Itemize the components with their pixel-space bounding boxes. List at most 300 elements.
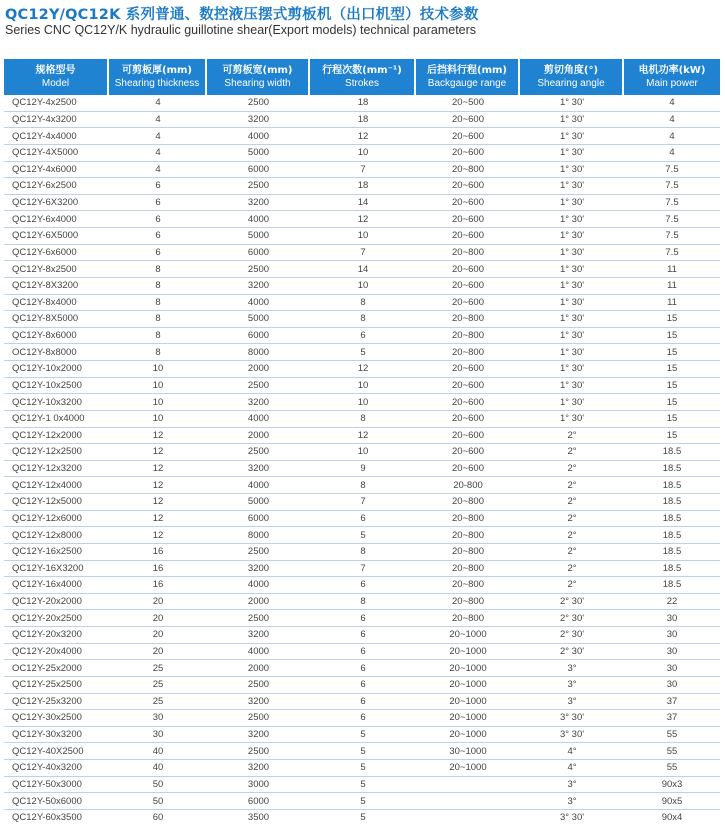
cell-main-power: 18.5 <box>624 511 720 528</box>
cell-shearing-width: 5000 <box>207 311 310 328</box>
cell-shearing-angle: 1° 30ʹ <box>520 311 624 328</box>
cell-strokes: 6 <box>310 660 416 677</box>
cell-backgauge-range: 20~800 <box>416 245 520 262</box>
cell-strokes: 10 <box>310 145 416 162</box>
cell-strokes: 18 <box>310 95 416 112</box>
cell-shearing-width: 4000 <box>207 295 310 312</box>
cell-shearing-width: 2000 <box>207 660 310 677</box>
cell-model: QC12Y-20x2500 <box>4 610 109 627</box>
cell-shearing-thickness: 50 <box>109 777 207 794</box>
cell-shearing-width: 4000 <box>207 477 310 494</box>
cell-main-power: 4 <box>624 145 720 162</box>
table-row <box>4 394 720 411</box>
title-chinese: QC12Y/QC12K 系列普通、数控液压摆式剪板机（出口机型）技术参数 <box>5 7 479 23</box>
cell-shearing-width: 5000 <box>207 228 310 245</box>
cell-model: QC12Y-4x4000 <box>4 128 109 145</box>
cell-shearing-angle: 2° 30ʹ <box>520 610 624 627</box>
table-row <box>4 112 720 129</box>
cell-shearing-width: 6000 <box>207 245 310 262</box>
table-row <box>4 494 720 511</box>
table-row <box>4 760 720 777</box>
cell-strokes: 5 <box>310 527 416 544</box>
table-row <box>4 278 720 295</box>
cell-shearing-thickness: 20 <box>109 610 207 627</box>
cell-backgauge-range: 20~1000 <box>416 627 520 644</box>
cell-main-power: 22 <box>624 594 720 611</box>
cell-main-power: 15 <box>624 328 720 345</box>
table-row <box>4 610 720 627</box>
table-row <box>4 544 720 561</box>
cell-backgauge-range: 20~600 <box>416 112 520 129</box>
cell-shearing-thickness: 12 <box>109 461 207 478</box>
cell-main-power: 90x4 <box>661 812 683 824</box>
header-strokes <box>310 59 416 95</box>
table-row <box>4 577 720 594</box>
cell-shearing-angle: 2° <box>520 577 624 594</box>
cell-shearing-angle: 1° 30ʹ <box>520 394 624 411</box>
cell-shearing-thickness: 12 <box>109 428 207 445</box>
cell-backgauge-range: 20~600 <box>416 428 520 445</box>
cell-strokes: 5 <box>310 760 416 777</box>
cell-shearing-thickness: 25 <box>109 660 207 677</box>
table-row <box>4 810 720 826</box>
cell-model: QC12Y-4x6000 <box>4 162 109 179</box>
cell-backgauge-range: 20~1000 <box>416 710 520 727</box>
cell-main-power: 7.5 <box>624 245 720 262</box>
cell-model: QC12Y-60x3500 <box>12 812 82 824</box>
cell-model: QC12Y-20x4000 <box>4 644 109 661</box>
cell-main-power: 15 <box>624 411 720 428</box>
cell-main-power: 15 <box>624 394 720 411</box>
cell-shearing-width: 2500 <box>207 261 310 278</box>
header-main-power-en: Main power <box>646 78 698 89</box>
cell-model: QC12Y-12x8000 <box>4 527 109 544</box>
cell-shearing-thickness: 8 <box>109 311 207 328</box>
cell-shearing-width: 3500 <box>247 812 270 824</box>
cell-main-power: 7.5 <box>624 195 720 212</box>
cell-shearing-width: 2500 <box>207 743 310 760</box>
cell-model: QC12Y-6X3200 <box>4 195 109 212</box>
cell-main-power: 30 <box>624 660 720 677</box>
cell-model: QC12Y-6x4000 <box>4 211 109 228</box>
table-row <box>4 594 720 611</box>
cell-shearing-angle: 2° <box>520 527 624 544</box>
cell-model: QC12Y-30x3200 <box>4 727 109 744</box>
cell-shearing-thickness: 16 <box>109 561 207 578</box>
cell-backgauge-range <box>416 793 520 810</box>
header-shearing-width-zh: 可剪板宽(mm) <box>222 65 293 76</box>
cell-backgauge-range: 20~800 <box>416 561 520 578</box>
table-row <box>4 311 720 328</box>
cell-strokes: 5 <box>310 777 416 794</box>
cell-shearing-width: 3200 <box>207 112 310 129</box>
cell-backgauge-range: 20~1000 <box>416 644 520 661</box>
table-row <box>4 677 720 694</box>
cell-strokes: 6 <box>310 610 416 627</box>
cell-model: OC12Y-8x8000 <box>4 344 109 361</box>
cell-backgauge-range: 30~1000 <box>416 743 520 760</box>
cell-model: QC12Y-6x6000 <box>4 245 109 262</box>
cell-strokes: 7 <box>310 561 416 578</box>
cell-shearing-angle: 1° 30ʹ <box>520 261 624 278</box>
cell-shearing-width: 6000 <box>207 162 310 179</box>
cell-backgauge-range: 20~600 <box>416 261 520 278</box>
cell-backgauge-range: 20~800 <box>416 311 520 328</box>
header-main-power <box>624 59 720 95</box>
cell-shearing-thickness: 8 <box>109 278 207 295</box>
header-shearing-thickness-en: Shearing thickness <box>114 78 200 89</box>
cell-backgauge-range: 20~600 <box>416 195 520 212</box>
cell-shearing-width: 4000 <box>207 128 310 145</box>
cell-backgauge-range: 20~600 <box>416 361 520 378</box>
cell-main-power: 4 <box>624 128 720 145</box>
cell-shearing-width: 5000 <box>207 494 310 511</box>
table-row <box>4 344 720 361</box>
cell-strokes: 5 <box>310 727 416 744</box>
cell-shearing-angle: 3° 30ʹ <box>559 812 585 824</box>
cell-shearing-angle: 2° <box>520 494 624 511</box>
cell-model: QC12Y-30x2500 <box>4 710 109 727</box>
cell-shearing-width: 2500 <box>207 95 310 112</box>
cell-shearing-width: 4000 <box>207 577 310 594</box>
cell-strokes: 8 <box>310 544 416 561</box>
table-row <box>4 328 720 345</box>
cell-main-power: 55 <box>624 743 720 760</box>
cell-shearing-thickness: 4 <box>109 162 207 179</box>
title-english: Series CNC QC12Y/K hydraulic guillotine shear(Export models) technical parameters <box>5 23 477 37</box>
cell-shearing-width: 3200 <box>207 394 310 411</box>
cell-strokes: 7 <box>310 245 416 262</box>
cell-strokes: 7 <box>310 162 416 179</box>
cell-shearing-thickness: 40 <box>109 743 207 760</box>
cell-model: QC12Y-50x6000 <box>4 793 109 810</box>
cell-strokes: 6 <box>310 710 416 727</box>
cell-shearing-angle: 1° 30ʹ <box>520 178 624 195</box>
cell-main-power: 18.5 <box>624 527 720 544</box>
cell-main-power: 15 <box>624 344 720 361</box>
cell-model: QC12Y-8x2500 <box>4 261 109 278</box>
cell-main-power: 18.5 <box>624 544 720 561</box>
spec-table-body <box>4 95 720 826</box>
cell-strokes: 6 <box>310 644 416 661</box>
cell-model: QC12Y-1 0x4000 <box>4 411 109 428</box>
cell-shearing-width: 6000 <box>207 511 310 528</box>
table-row <box>4 378 720 395</box>
cell-backgauge-range: 20~800 <box>416 511 520 528</box>
table-row <box>4 411 720 428</box>
cell-backgauge-range: 20~1000 <box>416 694 520 711</box>
header-shearing-thickness-zh: 可剪板厚(mm) <box>122 65 192 76</box>
cell-shearing-width: 3200 <box>207 727 310 744</box>
cell-strokes: 7 <box>310 494 416 511</box>
cell-shearing-angle: 1° 30ʹ <box>520 278 624 295</box>
cell-strokes: 14 <box>310 261 416 278</box>
cell-shearing-angle: 2° <box>520 444 624 461</box>
cell-shearing-thickness: 20 <box>109 594 207 611</box>
cell-shearing-thickness: 40 <box>109 760 207 777</box>
cell-backgauge-range: 20~600 <box>416 145 520 162</box>
cell-shearing-angle: 2° <box>520 561 624 578</box>
cell-shearing-thickness: 6 <box>109 245 207 262</box>
cell-shearing-width: 3200 <box>207 461 310 478</box>
cell-main-power: 30 <box>624 677 720 694</box>
cell-strokes: 18 <box>310 112 416 129</box>
cell-shearing-thickness: 10 <box>109 394 207 411</box>
cell-main-power: 55 <box>624 760 720 777</box>
table-row <box>4 178 720 195</box>
cell-shearing-angle: 1° 30ʹ <box>520 228 624 245</box>
cell-model: QC12Y-40x3200 <box>4 760 109 777</box>
cell-shearing-width: 4000 <box>207 211 310 228</box>
cell-shearing-width: 2500 <box>207 378 310 395</box>
cell-backgauge-range: 20~600 <box>416 444 520 461</box>
cell-main-power: 30 <box>624 610 720 627</box>
cell-shearing-thickness: 12 <box>109 494 207 511</box>
cell-main-power: 11 <box>624 261 720 278</box>
cell-strokes: 6 <box>310 677 416 694</box>
spec-table <box>4 59 720 826</box>
cell-backgauge-range: 20~1000 <box>416 677 520 694</box>
cell-shearing-thickness: 30 <box>109 727 207 744</box>
cell-shearing-thickness: 25 <box>109 694 207 711</box>
cell-model: QC12Y-8x4000 <box>4 295 109 312</box>
cell-model: QC12Y-12x2000 <box>4 428 109 445</box>
cell-model: QC12Y-12x6000 <box>4 511 109 528</box>
header-strokes-en: Strokes <box>345 78 379 89</box>
cell-shearing-angle: 1° 30ʹ <box>520 378 624 395</box>
cell-shearing-thickness: 16 <box>109 577 207 594</box>
cell-shearing-angle: 4° <box>520 743 624 760</box>
cell-backgauge-range: 20~800 <box>416 162 520 179</box>
header-backgauge-range-en: Backgauge range <box>427 78 507 89</box>
table-row <box>4 461 720 478</box>
table-row <box>4 710 720 727</box>
header-shearing-width <box>207 59 310 95</box>
cell-main-power: 4 <box>624 95 720 112</box>
cell-main-power: 30 <box>624 644 720 661</box>
cell-model: QC12Y-40X2500 <box>4 743 109 760</box>
cell-shearing-width: 2500 <box>207 710 310 727</box>
cell-shearing-width: 6000 <box>207 328 310 345</box>
cell-backgauge-range <box>416 777 520 794</box>
cell-main-power: 90x3 <box>624 777 720 794</box>
cell-main-power: 37 <box>624 710 720 727</box>
cell-model: QC12Y-8x6000 <box>4 328 109 345</box>
cell-shearing-angle: 1° 30ʹ <box>520 361 624 378</box>
cell-shearing-thickness: 12 <box>109 527 207 544</box>
cell-main-power: 7.5 <box>624 228 720 245</box>
cell-backgauge-range: 20-800 <box>416 477 520 494</box>
cell-model: QC12Y-6X5000 <box>4 228 109 245</box>
cell-shearing-thickness: 8 <box>109 295 207 312</box>
cell-shearing-angle: 2° 30ʹ <box>520 594 624 611</box>
cell-backgauge-range: 20~600 <box>416 228 520 245</box>
cell-shearing-width: 3200 <box>207 627 310 644</box>
cell-strokes: 14 <box>310 195 416 212</box>
table-row <box>4 527 720 544</box>
cell-shearing-thickness: 6 <box>109 211 207 228</box>
cell-backgauge-range: 20~800 <box>416 577 520 594</box>
cell-backgauge-range: 20~800 <box>416 527 520 544</box>
table-row <box>4 511 720 528</box>
cell-shearing-width: 2500 <box>207 444 310 461</box>
cell-model: QC12Y-20x2000 <box>4 594 109 611</box>
cell-strokes: 6 <box>310 577 416 594</box>
cell-shearing-angle: 1° 30ʹ <box>520 112 624 129</box>
cell-shearing-angle: 3° <box>520 660 624 677</box>
cell-strokes: 5 <box>360 812 366 824</box>
cell-backgauge-range: 20~600 <box>416 295 520 312</box>
cell-shearing-angle: 1° 30ʹ <box>520 245 624 262</box>
cell-shearing-angle: 1° 30ʹ <box>520 195 624 212</box>
cell-shearing-thickness: 4 <box>109 128 207 145</box>
cell-shearing-angle: 2° 30ʹ <box>520 644 624 661</box>
cell-backgauge-range: 20~600 <box>416 411 520 428</box>
cell-shearing-width: 4000 <box>207 411 310 428</box>
cell-shearing-width: 2500 <box>207 677 310 694</box>
cell-main-power: 11 <box>624 278 720 295</box>
table-row <box>4 444 720 461</box>
cell-shearing-thickness: 12 <box>109 477 207 494</box>
cell-main-power: 7.5 <box>624 162 720 179</box>
cell-backgauge-range: 20~600 <box>416 461 520 478</box>
cell-backgauge-range: 20~600 <box>416 278 520 295</box>
table-row <box>4 561 720 578</box>
cell-shearing-width: 8000 <box>207 527 310 544</box>
table-row <box>4 477 720 494</box>
cell-backgauge-range: 20~1000 <box>416 660 520 677</box>
cell-strokes: 5 <box>310 344 416 361</box>
cell-shearing-width: 6000 <box>207 793 310 810</box>
cell-shearing-angle: 1° 30ʹ <box>520 128 624 145</box>
cell-shearing-thickness: 30 <box>109 710 207 727</box>
cell-model: QC12Y-16x4000 <box>4 577 109 594</box>
cell-strokes: 8 <box>310 295 416 312</box>
cell-model: QC12Y-20x3200 <box>4 627 109 644</box>
cell-shearing-width: 3200 <box>207 694 310 711</box>
cell-shearing-thickness: 4 <box>109 95 207 112</box>
cell-shearing-thickness: 60 <box>152 812 164 824</box>
cell-shearing-thickness: 50 <box>109 793 207 810</box>
cell-shearing-angle: 2° <box>520 428 624 445</box>
cell-backgauge-range: 20~800 <box>416 544 520 561</box>
cell-strokes: 12 <box>310 428 416 445</box>
cell-model: QC12Y-12x5000 <box>4 494 109 511</box>
cell-shearing-thickness: 12 <box>109 444 207 461</box>
cell-strokes: 6 <box>310 694 416 711</box>
cell-backgauge-range <box>416 810 520 826</box>
cell-shearing-width: 5000 <box>207 145 310 162</box>
cell-shearing-angle: 1° 30ʹ <box>520 145 624 162</box>
cell-backgauge-range: 20~800 <box>416 328 520 345</box>
cell-main-power: 37 <box>624 694 720 711</box>
table-row <box>4 777 720 794</box>
table-row <box>4 128 720 145</box>
cell-shearing-width: 3200 <box>207 195 310 212</box>
cell-shearing-thickness: 25 <box>109 677 207 694</box>
cell-shearing-angle: 1° 30ʹ <box>520 295 624 312</box>
header-shearing-width-en: Shearing width <box>224 78 291 89</box>
cell-main-power: 18.5 <box>624 494 720 511</box>
cell-shearing-angle: 2° <box>520 544 624 561</box>
cell-main-power: 55 <box>624 727 720 744</box>
table-row <box>4 245 720 262</box>
cell-model: QC12Y-4x3200 <box>4 112 109 129</box>
cell-strokes: 8 <box>310 477 416 494</box>
cell-main-power: 18.5 <box>624 577 720 594</box>
cell-model: QC12Y-12x2500 <box>4 444 109 461</box>
cell-main-power: 90x5 <box>624 793 720 810</box>
table-row <box>4 211 720 228</box>
cell-model: QC12Y-12x3200 <box>4 461 109 478</box>
header-model-en: Model <box>41 78 70 89</box>
cell-strokes: 12 <box>310 128 416 145</box>
cell-model: QC12Y-16X3200 <box>4 561 109 578</box>
cell-shearing-angle: 3° <box>520 694 624 711</box>
cell-main-power: 15 <box>624 361 720 378</box>
cell-main-power: 7.5 <box>624 178 720 195</box>
cell-shearing-thickness: 8 <box>109 328 207 345</box>
cell-strokes: 12 <box>310 211 416 228</box>
cell-shearing-angle: 1° 30ʹ <box>520 344 624 361</box>
cell-backgauge-range: 20~600 <box>416 128 520 145</box>
table-row <box>4 361 720 378</box>
cell-strokes: 5 <box>310 743 416 760</box>
cell-main-power: 7.5 <box>624 211 720 228</box>
cell-model: QC12Y-10x2000 <box>4 361 109 378</box>
table-row <box>4 228 720 245</box>
cell-shearing-width: 2500 <box>207 178 310 195</box>
table-row <box>4 162 720 179</box>
cell-strokes: 18 <box>310 178 416 195</box>
cell-main-power: 18.5 <box>624 461 720 478</box>
cell-shearing-thickness: 4 <box>109 112 207 129</box>
cell-shearing-angle: 2° 30ʹ <box>520 627 624 644</box>
cell-model: QC12Y-10x3200 <box>4 394 109 411</box>
cell-main-power: 18.5 <box>624 477 720 494</box>
header-backgauge-range-zh: 后挡料行程(mm) <box>427 65 507 76</box>
cell-backgauge-range: 20~800 <box>416 594 520 611</box>
cell-model: QC12Y-10x2500 <box>4 378 109 395</box>
cell-model: QC12Y-4X5000 <box>4 145 109 162</box>
cell-main-power: 4 <box>624 112 720 129</box>
table-row <box>4 295 720 312</box>
cell-model: QC12Y-4x2500 <box>4 95 109 112</box>
header-shearing-thickness <box>109 59 207 95</box>
header-backgauge-range <box>416 59 520 95</box>
cell-backgauge-range: 20~1000 <box>416 727 520 744</box>
cell-main-power: 15 <box>624 378 720 395</box>
cell-model: QC12Y-25x2500 <box>4 677 109 694</box>
table-row <box>4 743 720 760</box>
cell-shearing-width: 2000 <box>207 594 310 611</box>
spec-table-header <box>4 59 720 95</box>
cell-shearing-angle: 3° <box>520 677 624 694</box>
cell-model: QC12Y-25x3200 <box>4 694 109 711</box>
cell-strokes: 8 <box>310 311 416 328</box>
cell-model: QC12Y-50x3000 <box>4 777 109 794</box>
cell-shearing-width: 8000 <box>207 344 310 361</box>
table-row <box>4 694 720 711</box>
cell-shearing-width: 2000 <box>207 428 310 445</box>
cell-main-power: 18.5 <box>624 444 720 461</box>
header-main-power-zh: 电机功率(kW) <box>638 65 706 76</box>
cell-model: QC12Y-6x2500 <box>4 178 109 195</box>
cell-strokes: 10 <box>310 228 416 245</box>
header-shearing-angle <box>520 59 624 95</box>
cell-main-power: 30 <box>624 627 720 644</box>
header-shearing-angle-zh: 剪切角度(°) <box>543 65 599 76</box>
